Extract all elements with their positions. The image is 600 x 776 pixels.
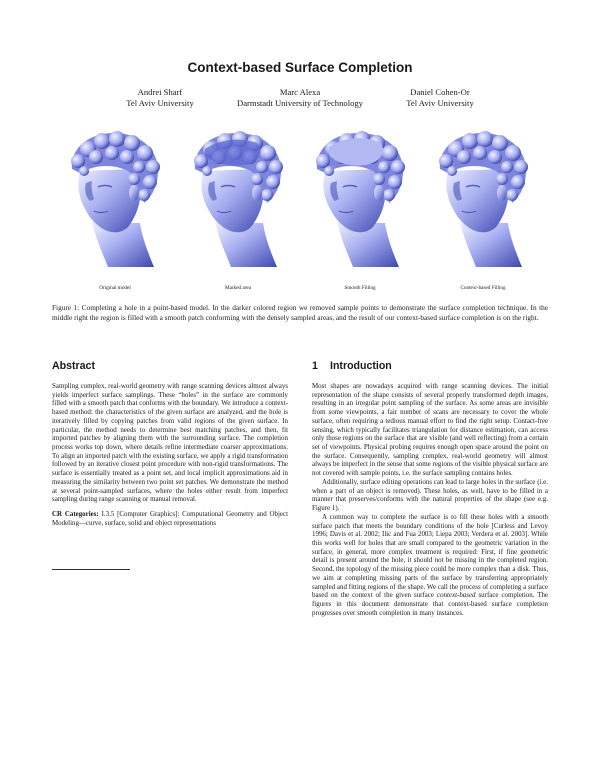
figure-panel-original bbox=[62, 127, 168, 269]
author-name: Daniel Cohen-Or bbox=[410, 87, 470, 97]
cr-label: CR Categories: bbox=[52, 510, 99, 519]
author-affiliation: Tel Aviv University bbox=[126, 98, 194, 108]
intro-paragraph-1: Most shapes are nowadays acquired with range scanning devices. The initial representation of the shape consists of several properly transformed depth images, resulting in an irregular point sampling of the surface. As some areas are invisible from some viewpoints, a fair number of scans are necessary to cover the whole surface, often requiring a tedious manual effort to find the right setup. Contact-free sensing, which typically facilitates triangulation for distance estimation, can access only those regions on the surface that are visible (and well reflecting) from a certain set of viewpoints. Physical probing requires enough open space around the point on the surface. Consequently, sampling complex, real-world geometry will almost always be imperfect in the sense that some regions of the visible physical surface are not covered with sample points, i.e. the surface sampling contains holes. bbox=[312, 382, 548, 478]
section-title: Introduction bbox=[330, 360, 392, 372]
author-3 bbox=[400, 87, 480, 109]
figure-label-marked: Marked area bbox=[224, 285, 252, 291]
introduction-column bbox=[312, 382, 548, 617]
figure-caption: Figure 1: Completing a hole in a point-based model. In the darker colored region we removed sample points to demonstrate the surface completion technique. In the middle right the region is filled with a smooth patch conforming with the densely sampled areas, and the result of our context-based surface completion is on the right. bbox=[52, 303, 548, 322]
intro-paragraph-3 bbox=[312, 513, 548, 618]
figure-panel-marked bbox=[185, 127, 291, 269]
cr-categories bbox=[52, 510, 288, 527]
author-name: Andrei Sharf bbox=[137, 87, 183, 97]
statue-image-marked bbox=[185, 127, 291, 269]
cr-text: I.3.5 [Computer Graphics]: Computational Geometry and Object Modeling—curve, surface, solid and object representations bbox=[52, 510, 289, 527]
author-affiliation: Darmstadt University of Technology bbox=[237, 98, 363, 108]
figure-label-smooth: Smooth Filling bbox=[344, 285, 376, 291]
author-affiliation: Tel Aviv University bbox=[406, 98, 474, 108]
intro-paragraph-3-b: surface completion. The figures in this document demonstrate that context-based surface completion progresses over smooth completion in many instances. bbox=[312, 591, 549, 617]
abstract-column bbox=[52, 382, 288, 528]
abstract-text: Sampling complex, real-world geometry with range scanning devices almost always yields imperfect surface samplings. These “holes” in the surface are commonly filled with a smooth patch that conforms with the boundary. We introduce a context-based method: the characteristics of the given surface are analyzed, and the hole is iteratively filled by copying patches from valid regions of the given surface. In particular, the method needs to determine best matching patches, and then, fit imported patches by aligning them with the surrounding surface. The completion process works top down, where details refine intermediate coarser approximations. To align an imported patch with the existing surface, we apply a rigid transformation followed by an iterative closest point procedure with non-rigid transformations. The surface is essentially treated as a point set, and local implicit approximations aid in measuring the similarity between two point set patches. We demonstrate the method at several point-sampled surfaces, where the holes either result from imperfect sampling during range scanning or manual removal. bbox=[52, 382, 288, 504]
intro-paragraph-3-a: A common way to complete the surface is to fill these holes with a smooth surface patch that meets the boundary conditions of the hole [Curless and Levoy 1996; Davis et al. 2002; Ilic and Fua 2003; Liepa 2003; Verdera et al. 2003]. While this works well for holes that are small compared to the geometric variation in the surface, in general, more complex treatment is required: First, if fine geometric detail is present around the hole, it should not be missing in the completed region. Second, the topology of the missing piece could be more complex than a disk. Thus, we aim at completing missing parts of the surface by transferring appropriately sampled and fitting regions of the shape. We call the process of completing a surface based on the context of the given surface bbox=[312, 512, 548, 600]
intro-paragraph-2: Additionally, surface editing operations can lead to large holes in the surface (i.e. when a part of an object is removed). These holes, as well, have to be filled in a manner that preserves/conforms with the natural properties of the shape (see e.g. Figure 1). bbox=[312, 477, 548, 513]
abstract-heading: Abstract bbox=[52, 360, 95, 372]
figure-panel-smooth bbox=[307, 127, 413, 269]
figure-panel-context bbox=[430, 127, 536, 269]
author-name: Marc Alexa bbox=[279, 87, 321, 97]
author-2 bbox=[225, 87, 375, 109]
author-1 bbox=[120, 87, 200, 109]
statue-image-context bbox=[430, 127, 536, 269]
figure-label-context: Context-based Filling bbox=[460, 285, 506, 291]
statue-image-smooth bbox=[307, 127, 413, 269]
emphasis-context-based: context-based bbox=[436, 591, 476, 600]
footnote-rule bbox=[52, 569, 130, 570]
figure-label-original: Original model bbox=[99, 285, 131, 291]
section-number: 1 bbox=[312, 360, 318, 372]
statue-image-original bbox=[62, 127, 168, 269]
paper-title: Context-based Surface Completion bbox=[187, 60, 413, 75]
introduction-heading bbox=[312, 360, 392, 372]
